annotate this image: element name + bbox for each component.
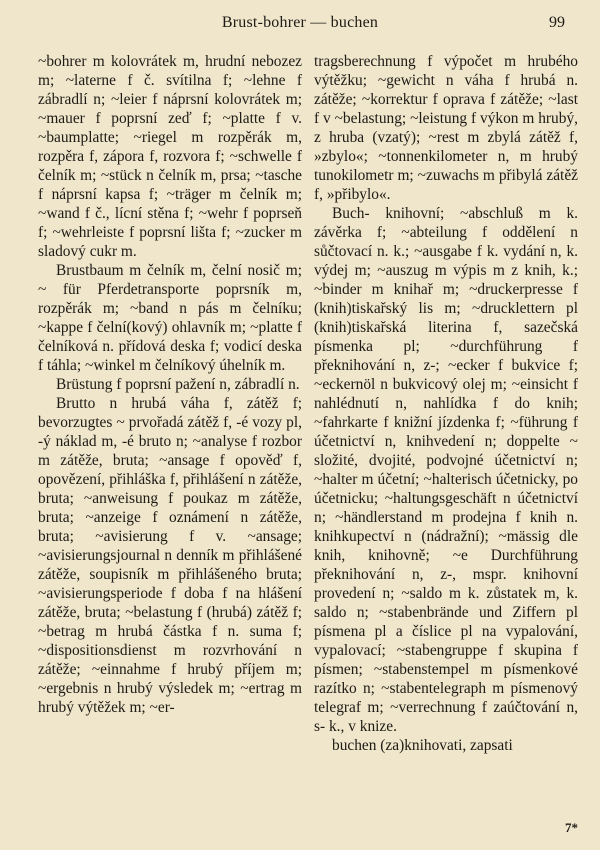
page-number: 99 xyxy=(549,14,565,31)
entry-ertragsberechnung: tragsberechnung f výpočet m hrubého výtěžku; ~gewicht n váha f hrubá n. zátěže; ~korrektur f oprava f zátěže; ~last f v ~belastung; ~leistung f výkon m hrubý, z hruba (vzatý); ~rest m zbylá zátěž f, »zbylo«; ~tonnenkilometer n, m hrubý tunokilometr m; ~zuwachs m přibylá zátěž f, »přibylo«. xyxy=(314,53,578,203)
entry-brustbaum: Brustbaum m čelník m, čelní nosič m; ~ für Pferdetransporte poprsník m, rozpěrák m; ~band n pás m čelníku; ~kappe f čelní(kový) ohlavník m; ~platte f čelníková n. přídová deska f; vodicí deska f táhla; ~winkel m čelníkový úhelník m. xyxy=(38,262,302,374)
running-head: Brust-bohrer — buchen xyxy=(221,14,379,31)
left-column xyxy=(38,52,302,717)
signature-mark: 7* xyxy=(565,820,578,835)
entry-bohrer: ~bohrer m kolovrátek m, hrudní nebozez m; ~laterne f č. svítilna f; ~lehne f zábradlí n; ~leier f náprsní kolovrátek m; ~mauer f poprsní zeď f; ~platte f v. ~baumplatte; ~riegel m rozpěrák m, rozpěra f, zápora f, rozvora f; ~schwelle f čelník m; ~stück n čelník m, prsa; ~tasche f náprsní kapsa f; ~träger m čelník m; ~wand f č., lícní stěna f; ~wehr f poprseň f; ~wehrleiste f poprsní lišta f; ~zucker m sladový cukr m. xyxy=(38,53,302,260)
page-header xyxy=(0,14,600,36)
entry-buchen: buchen (za)knihovati, zapsati xyxy=(332,737,513,754)
entry-buch: Buch- knihovní; ~abschluß m k. závěrka f; ~abteilung f oddělení n sůčtovací n. k.; ~ausgabe f k. vydání n, k. výdej m; ~auszug m výpis m z knih, k.; ~binder m knihař m; ~druckerpresse f (knih)tiskařský lis m; ~drucklettern pl (knih)tiskařská literina f, sazečská písmenka pl; ~durchführung f překnihování n, z-; ~ecker f bukvice f; ~eckernöl n bukvicový olej m; ~einsicht f nahlédnutí n, nahlídka f do knih; ~fahrkarte f knižní jízdenka f; ~führung f účetnictví n, knihvedení n; doppelte ~ složité, dvojité, podvojné účetnictví n; ~halter m účetní; ~halterisch účetnicky, po účetnicku; ~haltungsgeschäft n účetnictví n; ~händlerstand m prodejna f knih n. knihkupectví n (nádražní); ~mässig dle knih, knihovně; ~e Durchführung překnihování n, z-, mspr. knihovní provedení n; ~saldo m k. zůstatek m, k. saldo n; ~stabenbrände und Ziffern pl písmena pl a číslice pl na vypalování, vypalovací; ~stabengruppe f skupina f písmen; ~stabenstempel m písmenkové razítko n; ~stabentelegraph m písmenový telegraf m; ~verrechnung f zaúčtování n, s- k., v knize. xyxy=(314,205,578,735)
entry-brutto: Brutto n hrubá váha f, zátěž f; bevorzugtes ~ prvořadá zátěž f, -é vozy pl, -ý náklad m, -é bruto n; ~analyse f rozbor m zátěže, bruta; ~ansage f opověď f, opovězení, přihláška f, přihlášení n zátěže, bruta; ~anweisung f poukaz m zátěže, bruta; ~anzeige f oznámení n zátěže, bruta; ~avisierung f v. ~ansage; ~avisierungsjournal n denník m přihlášené zátěže, soupisník m přihlášeného bruta; ~avisierungsperiode f doba f na hlášení zátěže, bruta; ~belastung f (hrubá) zátěž f; ~betrag m hrubá částka f n. suma f; ~dispositionsdienst m rozvrhování n zátěže; ~einnahme f hrubý příjem m; ~ergebnis n hrubý výsledek m; ~ertrag m hrubý výtěžek m; ~er- xyxy=(38,395,302,716)
right-column xyxy=(314,52,578,755)
entry-bruestung: Brüstung f poprsní pažení n, zábradlí n. xyxy=(56,376,300,393)
